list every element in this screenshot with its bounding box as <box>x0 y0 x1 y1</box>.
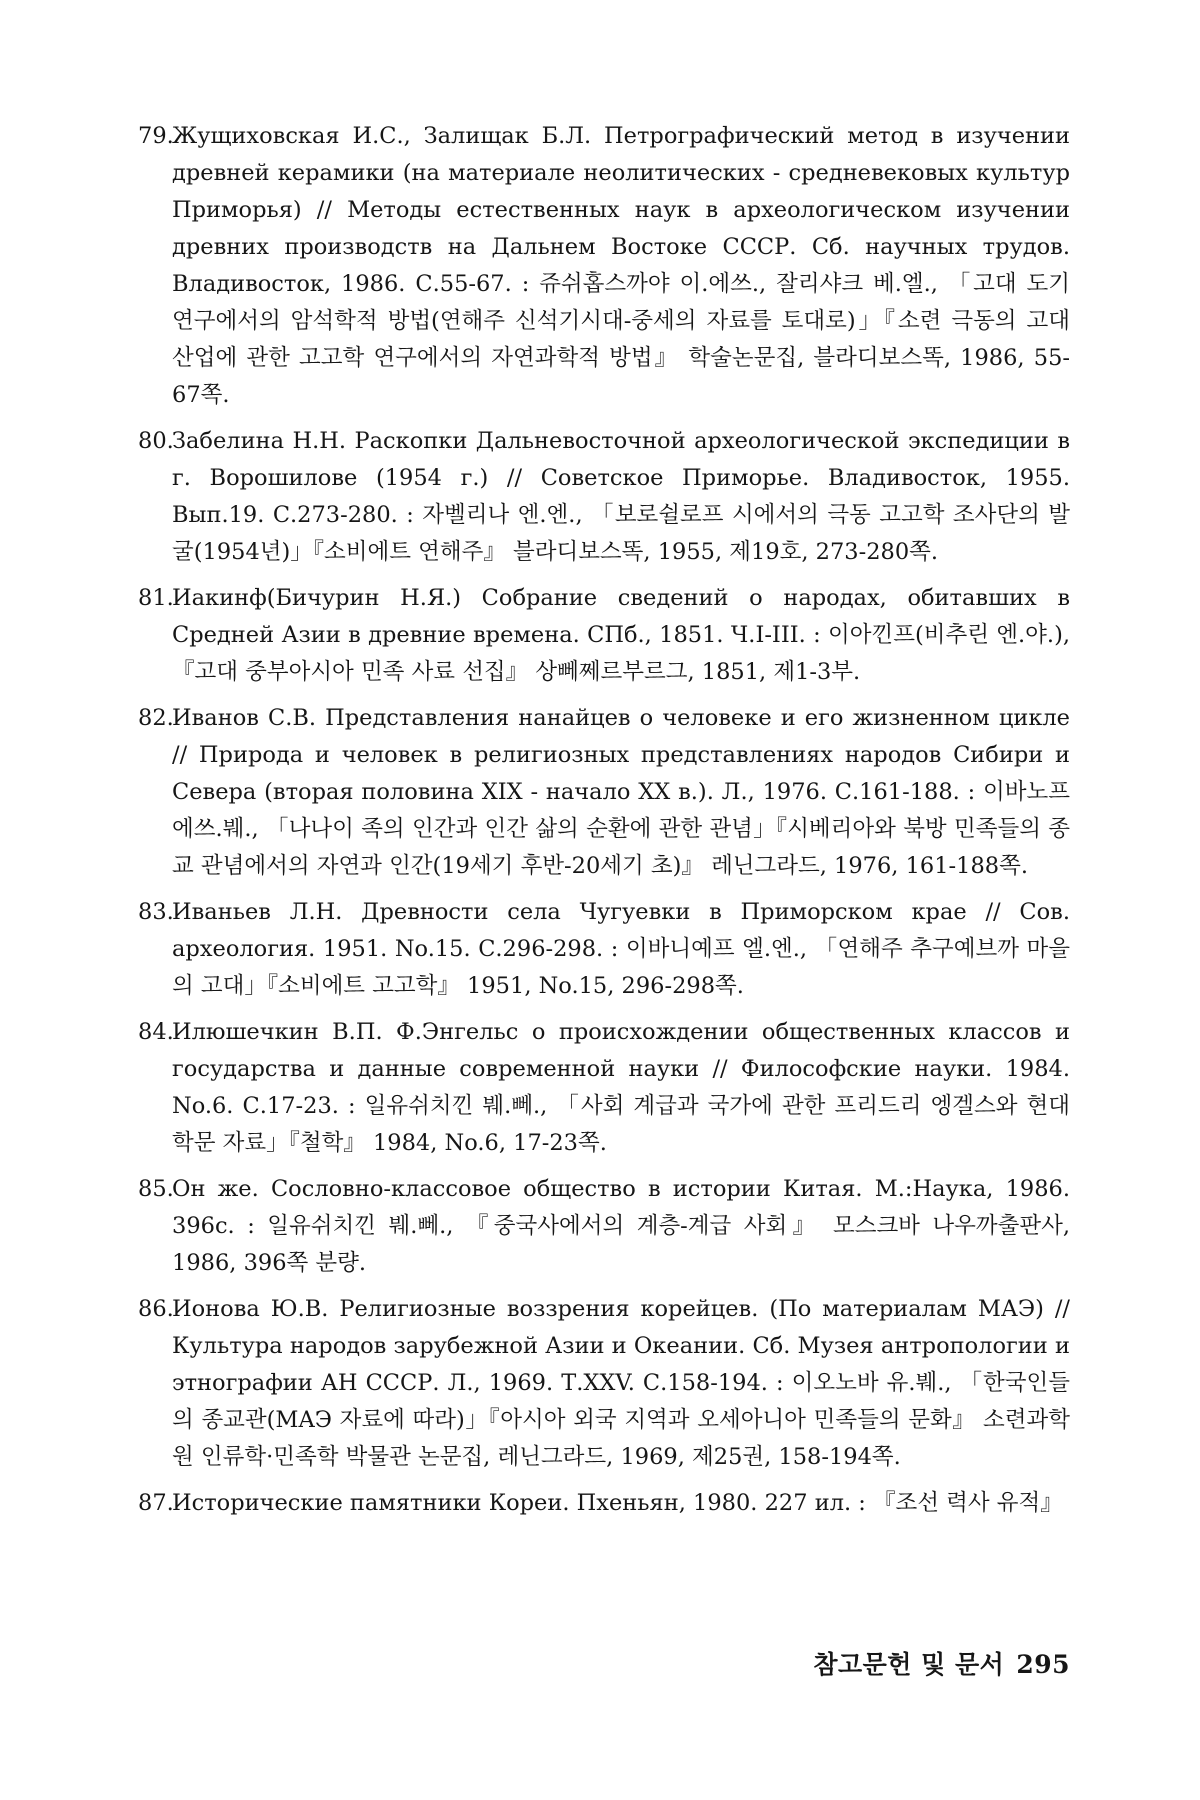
reference-text: Иакинф(Бичурин Н.Я.) Собрание сведений о народах, обитавших в Средней Азии в древние времена. СПб., 1851. Ч.I-III. : 이아낀프(비추린 엔.야.), 『고대 중부아시아 민족 사료 선집』 상뻬쩨르부르그, 1851, 제1-3부. <box>172 585 1070 685</box>
reference-number: 83. <box>138 899 174 925</box>
page-footer <box>813 1645 1070 1681</box>
reference-text: Ионова Ю.В. Религиозные воззрения корейцев. (По материалам МАЭ) // Культура народов зарубежной Азии и Океании. Сб. Музея антропологии и этнографии АН СССР. Л., 1969. Т.XXV. С.158-194. : 이오노바 유.붸., 「한국인들의 종교관(MAЭ 자료에 따라)」『아시아 외국 지역과 오세아니아 민족들의 문화』 소련과학원 인류학·민족학 박물관 논문집, 레닌그라드, 1969, 제25권, 158-194쪽. <box>172 1296 1070 1470</box>
reference-list <box>138 118 1070 1531</box>
reference-text: Илюшечкин В.П. Ф.Энгельс о происхождении общественных классов и государства и данные современной науки // Философские науки. 1984. No.6. С.17-23. : 일유쉬치낀 붸.뻬., 「사회 계급과 국가에 관한 프리드리 엥겔스와 현대 학문 자료」『철학』 1984, No.6, 17-23쪽. <box>172 1019 1070 1156</box>
reference-text: Он же. Сословно-классовое общество в истории Китая. М.:Наука, 1986. 396с. : 일유쉬치낀 붸.뻬., 『중국사에서의 계층-계급 사회』 모스크바 나우까출판사, 1986, 396쪽 분량. <box>172 1176 1070 1276</box>
reference-text: Жущиховская И.С., Залищак Б.Л. Петрографический метод в изучении древней керамики (на материале неолитических - средневековых культур Приморья) // Методы естественных наук в археологическом изучении древних производств на Дальнем Востоке СССР. Сб. научных трудов. Владивосток, 1986. С.55-67. : 쥬쉬홉스까야 이.에쓰., 잘리샤크 베.엘., 「고대 도기 연구에서의 암석학적 방법(연해주 신석기시대-중세의 자료를 토대로)」『소련 극동의 고대 산업에 관한 고고학 연구에서의 자연과학적 방법』 학술논문집, 블라디보스똑, 1986, 55-67쪽. <box>172 123 1070 408</box>
reference-entry-84 <box>138 1014 1070 1162</box>
reference-text: Забелина Н.Н. Раскопки Дальневосточной археологической экспедиции в г. Ворошилове (1954 г.) // Советское Приморье. Владивосток, 1955. Вып.19. С.273-280. : 자벨리나 엔.엔., 「보로쉴로프 시에서의 극동 고고학 조사단의 발굴(1954년)」『소비에트 연해주』 블라디보스똑, 1955, 제19호, 273-280쪽. <box>172 428 1070 565</box>
reference-entry-81 <box>138 580 1070 691</box>
reference-entry-82 <box>138 700 1070 885</box>
reference-number: 85. <box>138 1176 174 1202</box>
reference-entry-79 <box>138 118 1070 414</box>
reference-number: 87. <box>138 1490 174 1516</box>
reference-text: Исторические памятники Кореи. Пхеньян, 1980. 227 ил. : 『조선 력사 유적』 <box>172 1490 1063 1516</box>
reference-number: 86. <box>138 1296 174 1322</box>
reference-number: 81. <box>138 585 174 611</box>
footer-section-title: 참고문헌 및 문서 <box>813 1650 1005 1679</box>
reference-number: 84. <box>138 1019 174 1045</box>
reference-number: 80. <box>138 428 174 454</box>
page-number: 295 <box>1016 1650 1070 1679</box>
reference-entry-87 <box>138 1485 1070 1522</box>
reference-text: Иванов С.В. Представления нанайцев о человеке и его жизненном цикле // Природа и человек в религиозных представлениях народов Сибири и Севера (вторая половина XIX - начало XX в.). Л., 1976. С.161-188. : 이바노프 에쓰.붸., 「나나이 족의 인간과 인간 삶의 순환에 관한 관념」『시베리아와 북방 민족들의 종교 관념에서의 자연과 인간(19세기 후반-20세기 초)』 레닌그라드, 1976, 161-188쪽. <box>172 705 1070 879</box>
reference-entry-83 <box>138 894 1070 1005</box>
reference-entry-80 <box>138 423 1070 571</box>
reference-entry-85 <box>138 1171 1070 1282</box>
reference-entry-86 <box>138 1291 1070 1476</box>
reference-number: 82. <box>138 705 174 731</box>
reference-text: Иваньев Л.Н. Древности села Чугуевки в Приморском крае // Сов. археология. 1951. No.15. С.296-298. : 이바니예프 엘.엔., 「연해주 추구예브까 마을의 고대」『소비에트 고고학』 1951, No.15, 296-298쪽. <box>172 899 1070 999</box>
reference-number: 79. <box>138 123 174 149</box>
